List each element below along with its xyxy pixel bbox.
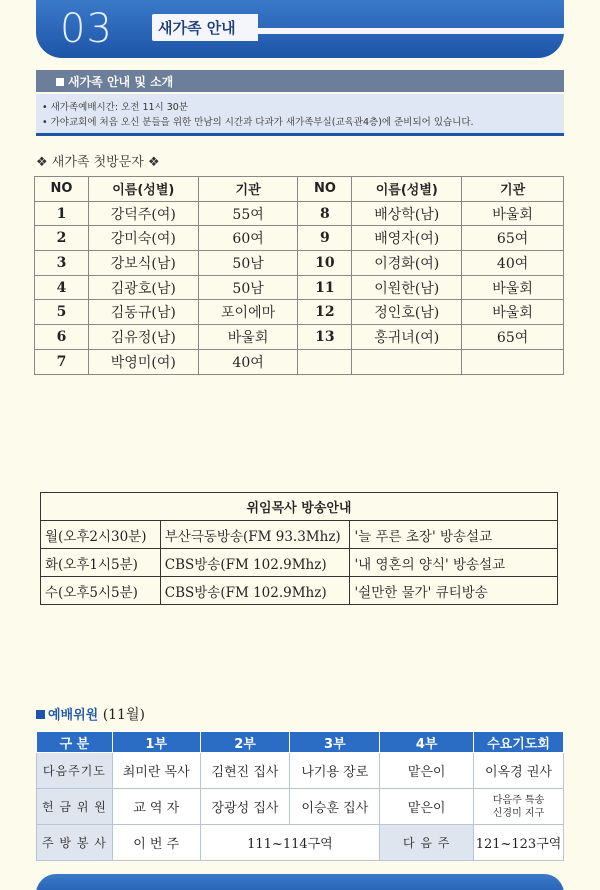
col-header: 4부	[380, 732, 474, 753]
table-row	[35, 300, 564, 325]
cell: 바울회	[198, 325, 298, 350]
broadcast-time: 수(오후5시5분)	[41, 577, 161, 605]
cell: 배상학(남)	[352, 201, 462, 226]
table-row	[41, 577, 558, 605]
cell: 맡은이	[380, 753, 474, 789]
cell: 50남	[198, 275, 298, 300]
table-row	[37, 825, 564, 861]
worship-committee-title	[36, 704, 145, 724]
cell: 2	[35, 226, 89, 251]
cell: 포이에마	[198, 300, 298, 325]
cell: 교 역 자	[112, 789, 200, 825]
cell: 홍귀녀(여)	[352, 325, 462, 350]
cell: 이승훈 집사	[290, 789, 380, 825]
intro-box	[36, 94, 564, 136]
cell: 맡은이	[380, 789, 474, 825]
broadcast-table	[40, 492, 558, 605]
table-row	[35, 226, 564, 251]
cell: 50남	[198, 251, 298, 276]
cell: 7	[35, 349, 89, 374]
section-number: 03	[60, 6, 113, 52]
cell: 장광성 집사	[200, 789, 290, 825]
cell: 65여	[462, 226, 564, 251]
row-header: 주 방 봉 사	[37, 825, 113, 861]
cell: 5	[35, 300, 89, 325]
cell: 이옥경 권사	[474, 753, 564, 789]
cell: 121~123구역	[474, 825, 564, 861]
cell: 박영미(여)	[88, 349, 198, 374]
cell: 김동규(남)	[88, 300, 198, 325]
square-bullet-icon	[56, 78, 64, 86]
table-header-row	[35, 177, 564, 202]
intro-line: • 가야교회에 처음 오신 분들을 위한 만남의 시간과 다과가 새가족부실(교육관4층)에 준비되어 있습니다.	[42, 117, 474, 128]
col-header: 3부	[290, 732, 380, 753]
intro-title-bar	[36, 70, 564, 92]
first-visitors-table	[34, 176, 564, 375]
col-header: 이름(성별)	[352, 177, 462, 202]
cell: 11	[298, 275, 352, 300]
broadcast-station: 부산극동방송(FM 93.3Mhz)	[160, 521, 350, 549]
cell: 바울회	[462, 275, 564, 300]
table-row	[37, 789, 564, 825]
cell	[462, 349, 564, 374]
cell: 6	[35, 325, 89, 350]
broadcast-program: '늘 푸른 초장' 방송설교	[350, 521, 558, 549]
cell: 이원한(남)	[352, 275, 462, 300]
cell: 배영자(여)	[352, 226, 462, 251]
col-header: 기관	[198, 177, 298, 202]
first-visitors-title: ❖ 새가족 첫방문자 ❖	[36, 155, 160, 170]
cell: 8	[298, 201, 352, 226]
table-row	[35, 325, 564, 350]
table-row	[41, 521, 558, 549]
intro-title: 새가족 안내 및 소개	[68, 75, 174, 89]
cell: 바울회	[462, 300, 564, 325]
cell: 최미란 목사	[112, 753, 200, 789]
col-header: 이름(성별)	[88, 177, 198, 202]
square-bullet-icon	[36, 710, 45, 719]
header-divider	[256, 28, 564, 34]
table-row	[35, 275, 564, 300]
cell: 김유정(남)	[88, 325, 198, 350]
table-row	[41, 549, 558, 577]
col-header: 구 분	[37, 732, 113, 753]
row-header: 헌 금 위 원	[37, 789, 113, 825]
worship-committee-label: 예배위원	[48, 708, 99, 723]
table-row	[37, 753, 564, 789]
cell: 이경화(여)	[352, 251, 462, 276]
table-row	[35, 349, 564, 374]
cell: 강미숙(여)	[88, 226, 198, 251]
cell: 9	[298, 226, 352, 251]
cell	[352, 349, 462, 374]
broadcast-title-row	[41, 493, 558, 521]
cell: 55여	[198, 201, 298, 226]
cell: 이 번 주	[112, 825, 200, 861]
cell: 4	[35, 275, 89, 300]
cell: 12	[298, 300, 352, 325]
row-header: 다음주기도	[37, 753, 113, 789]
section-title: 새가족 안내	[152, 14, 258, 41]
cell: 김광호(남)	[88, 275, 198, 300]
cell: 다 음 주	[380, 825, 474, 861]
worship-committee-month: (11월)	[102, 707, 145, 723]
table-row	[35, 251, 564, 276]
col-header: 기관	[462, 177, 564, 202]
cell: 강덕주(여)	[88, 201, 198, 226]
broadcast-program: '내 영혼의 양식' 방송설교	[350, 549, 558, 577]
cell: 40여	[462, 251, 564, 276]
cell: 13	[298, 325, 352, 350]
cell-line: 다음주 특송	[492, 794, 545, 806]
broadcast-program: '쉴만한 물가' 큐티방송	[350, 577, 558, 605]
col-header: NO	[298, 177, 352, 202]
cell: 60여	[198, 226, 298, 251]
col-header: 2부	[200, 732, 290, 753]
footer-banner	[36, 874, 564, 890]
broadcast-station: CBS방송(FM 102.9Mhz)	[160, 577, 350, 605]
cell: 40여	[198, 349, 298, 374]
table-row	[35, 201, 564, 226]
table-header-row	[37, 732, 564, 753]
cell: 김현진 집사	[200, 753, 290, 789]
cell: 나기용 장로	[290, 753, 380, 789]
broadcast-station: CBS방송(FM 102.9Mhz)	[160, 549, 350, 577]
cell	[298, 349, 352, 374]
cell: 1	[35, 201, 89, 226]
cell: 정인호(남)	[352, 300, 462, 325]
broadcast-time: 화(오후1시5분)	[41, 549, 161, 577]
cell: 65여	[462, 325, 564, 350]
broadcast-time: 월(오후2시30분)	[41, 521, 161, 549]
worship-committee-table	[36, 731, 564, 861]
broadcast-title: 위임목사 방송안내	[41, 493, 558, 521]
cell: 3	[35, 251, 89, 276]
cell-line: 신경미 지구	[492, 807, 545, 819]
intro-line: • 새가족예배시간: 오전 11시 30분	[42, 102, 189, 113]
col-header: 1부	[112, 732, 200, 753]
cell: 강보식(남)	[88, 251, 198, 276]
cell: 바울회	[462, 201, 564, 226]
cell	[474, 789, 564, 825]
cell: 111~114구역	[200, 825, 380, 861]
col-header: NO	[35, 177, 89, 202]
col-header: 수요기도회	[474, 732, 564, 753]
cell: 10	[298, 251, 352, 276]
section-header-banner	[36, 0, 564, 58]
